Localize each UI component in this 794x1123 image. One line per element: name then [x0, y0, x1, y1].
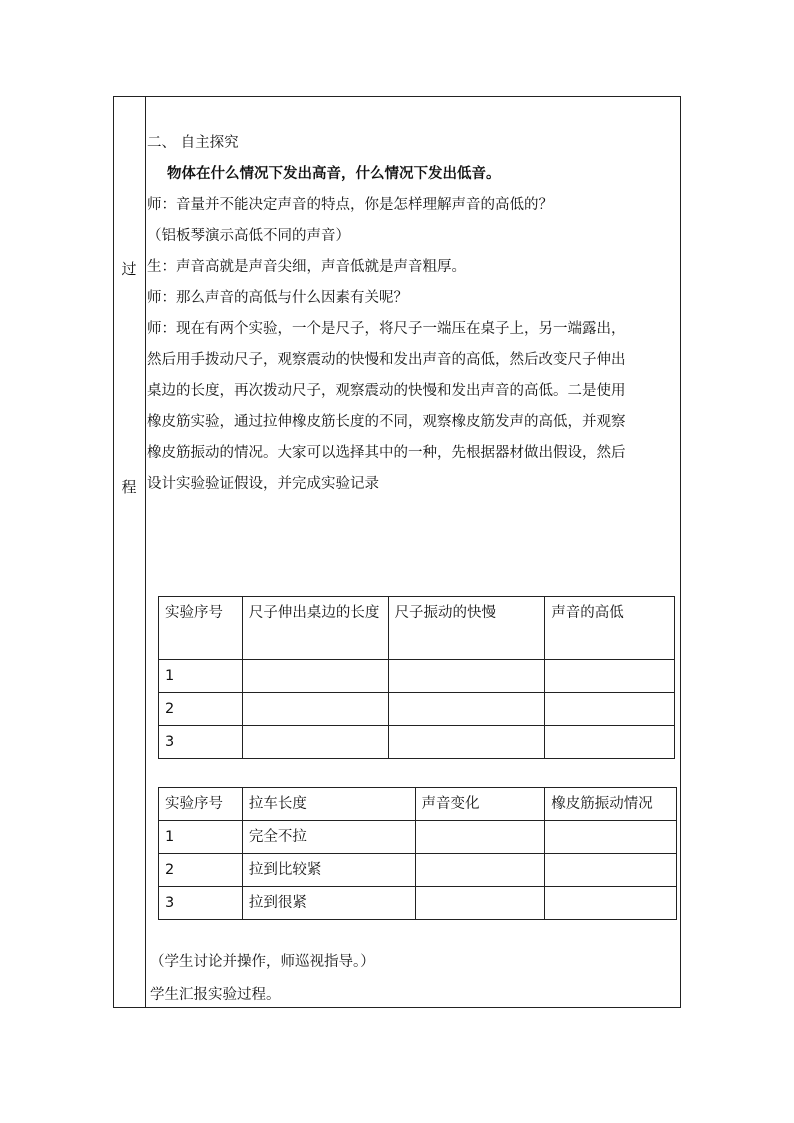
table-cell — [388, 693, 545, 726]
table-cell — [415, 854, 545, 887]
side-label-top: 过 — [121, 260, 137, 278]
table-row — [159, 821, 677, 854]
side-label-bottom: 程 — [121, 478, 137, 496]
header-cell: 实验序号 — [159, 788, 243, 821]
table-cell — [545, 821, 677, 854]
ruler-experiment-table — [158, 596, 675, 759]
paragraph-line: 师：音量并不能决定声音的特点，你是怎样理解声音的高低的？ — [147, 197, 553, 213]
table-cell — [545, 660, 675, 693]
column-divider — [145, 96, 146, 1008]
table-row — [159, 887, 677, 920]
table-cell — [388, 660, 545, 693]
table-cell: 1 — [159, 821, 243, 854]
paragraph-line: 师：那么声音的高低与什么因素有关呢？ — [147, 290, 408, 306]
table-cell: 3 — [159, 726, 243, 759]
rubber-band-experiment-table — [158, 787, 677, 920]
paragraph-line: （铝板琴演示高低不同的声音） — [147, 228, 350, 244]
table-header-row — [159, 597, 675, 660]
paragraph-line: 然后用手拨动尺子，观察震动的快慢和发出声音的高低，然后改变尺子伸出 — [147, 352, 626, 368]
header-cell: 实验序号 — [159, 597, 243, 660]
header-cell: 尺子伸出桌边的长度 — [242, 597, 388, 660]
header-cell: 尺子振动的快慢 — [388, 597, 545, 660]
header-cell: 声音变化 — [415, 788, 545, 821]
question-line: 物体在什么情况下发出高音，什么情况下发出低音。 — [167, 166, 501, 182]
header-cell: 声音的高低 — [545, 597, 675, 660]
footer-line: （学生讨论并操作，师巡视指导。） — [150, 954, 375, 970]
paragraph-line: 橡皮筋振动的情况。大家可以选择其中的一种，先根据器材做出假设，然后 — [147, 445, 626, 461]
table-cell: 拉到很紧 — [242, 887, 415, 920]
table-cell — [545, 854, 677, 887]
paragraph-line: 橡皮筋实验，通过拉伸橡皮筋长度的不同，观察橡皮筋发声的高低，并观察 — [147, 414, 626, 430]
table-row — [159, 693, 675, 726]
header-cell: 拉车长度 — [242, 788, 415, 821]
table-cell — [545, 693, 675, 726]
section-heading: 二、 自主探究 — [147, 135, 239, 151]
table-cell: 3 — [159, 887, 243, 920]
table-row — [159, 854, 677, 887]
paragraph-line: 桌边的长度，再次拨动尺子，观察震动的快慢和发出声音的高低。二是使用 — [147, 383, 626, 399]
table-cell — [242, 726, 388, 759]
paragraph-line: 生：声音高就是声音尖细，声音低就是声音粗厚。 — [147, 259, 466, 275]
table-cell — [242, 693, 388, 726]
table-cell — [388, 726, 545, 759]
table-cell — [415, 887, 545, 920]
table-cell: 2 — [159, 693, 243, 726]
paragraph-line: 师：现在有两个实验，一个是尺子，将尺子一端压在桌子上，另一端露出， — [147, 321, 626, 337]
table-cell: 完全不拉 — [242, 821, 415, 854]
footer-line: 学生汇报实验过程。 — [150, 987, 281, 1003]
table-header-row — [159, 788, 677, 821]
paragraph-line: 设计实验验证假设，并完成实验记录 — [147, 476, 379, 492]
table-cell: 1 — [159, 660, 243, 693]
table-cell — [242, 660, 388, 693]
table-row — [159, 660, 675, 693]
main-content — [147, 128, 679, 500]
table-cell — [545, 887, 677, 920]
table-cell — [545, 726, 675, 759]
table-cell: 拉到比较紧 — [242, 854, 415, 887]
header-cell: 橡皮筋振动情况 — [545, 788, 677, 821]
table-row — [159, 726, 675, 759]
table-cell: 2 — [159, 854, 243, 887]
table-cell — [415, 821, 545, 854]
